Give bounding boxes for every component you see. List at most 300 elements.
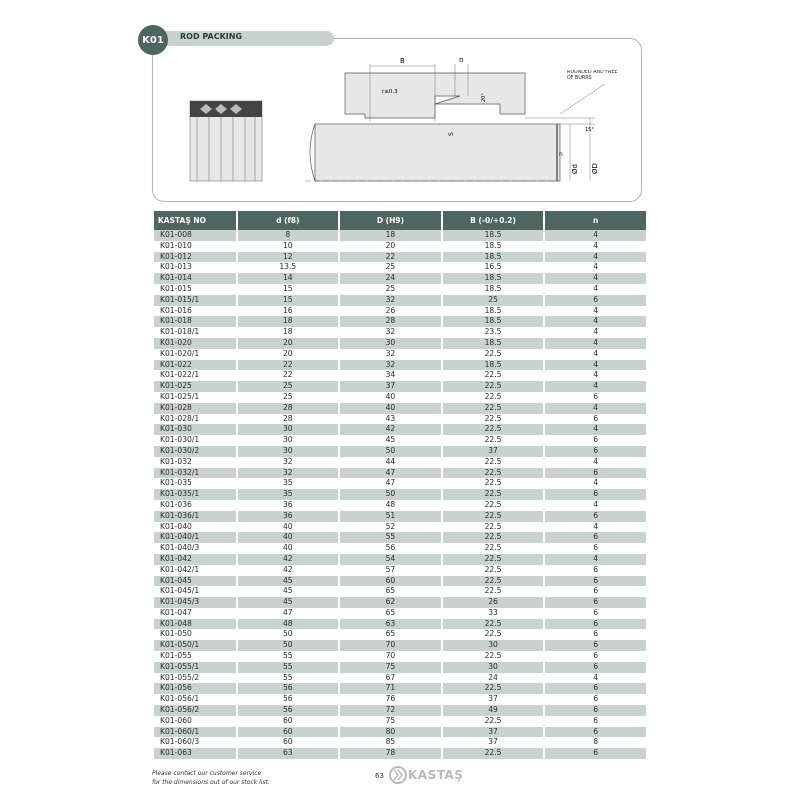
- cell-code: K01-040: [160, 521, 192, 531]
- cell-code: K01-008: [154, 230, 236, 241]
- cell-code: K01-050/1: [154, 640, 236, 651]
- col-header-d: d (f8): [238, 211, 339, 230]
- cell-n: 4: [545, 424, 646, 435]
- cell-D: 20: [385, 240, 396, 250]
- cell-d: 40: [282, 543, 293, 553]
- cell-d: 60: [238, 727, 339, 738]
- cell-D: 37: [340, 381, 441, 392]
- cell-n: 6: [593, 607, 599, 617]
- cell-d: 15: [238, 295, 339, 306]
- cell-B: 22.5: [484, 651, 502, 661]
- cell-n: 4: [593, 240, 599, 250]
- cell-D: 47: [340, 468, 441, 479]
- table-row: [154, 381, 646, 392]
- cell-d: 10: [282, 240, 293, 250]
- cell-B: 22.5: [484, 564, 502, 574]
- cell-d: 32: [238, 468, 339, 479]
- cell-code: K01-022: [154, 360, 236, 371]
- cell-code: K01-047: [160, 607, 192, 617]
- cell-n: 4: [593, 521, 599, 531]
- cell-B: 30: [443, 640, 544, 651]
- cell-d: 40: [238, 532, 339, 543]
- cell-d: 48: [238, 619, 339, 630]
- cell-n: 6: [545, 748, 646, 759]
- cell-n: 8: [593, 737, 599, 747]
- table-row: [154, 284, 646, 295]
- cell-B: 33: [488, 607, 498, 617]
- cell-D: 40: [385, 391, 396, 401]
- cell-D: 25: [385, 283, 396, 293]
- cell-code: K01-055/2: [160, 672, 200, 682]
- cell-n: 4: [593, 327, 599, 337]
- cell-D: 30: [340, 338, 441, 349]
- cell-code: K01-056/1: [160, 694, 200, 704]
- cell-code: K01-014: [154, 273, 236, 284]
- cell-n: 4: [545, 403, 646, 414]
- cell-d: 30: [282, 435, 293, 445]
- cell-B: 16.5: [484, 262, 502, 272]
- cell-d: 35: [238, 489, 339, 500]
- table-row: [154, 262, 646, 273]
- cell-B: 25: [443, 295, 544, 306]
- cell-n: 4: [593, 305, 599, 315]
- cell-d: 60: [282, 715, 293, 725]
- table-row: [154, 737, 646, 748]
- cell-D: 75: [385, 715, 396, 725]
- table-row: [154, 586, 646, 597]
- table-row: [154, 554, 646, 565]
- cell-B: 22.5: [484, 435, 502, 445]
- cell-d: 50: [238, 640, 339, 651]
- col-header-B: B (-0/+0.2): [443, 211, 544, 230]
- cell-code: K01-028/1: [160, 413, 200, 423]
- cell-d: 13.5: [279, 262, 297, 272]
- cell-n: 4: [593, 456, 599, 466]
- cell-n: 4: [593, 370, 599, 380]
- cell-d: 45: [238, 576, 339, 587]
- cell-D: 24: [340, 273, 441, 284]
- table-row: [154, 273, 646, 284]
- table-row: [154, 478, 646, 489]
- cell-code: K01-056: [154, 683, 236, 694]
- burr-note: ROUNDED AND FREE OF BURRS: [567, 70, 618, 81]
- cell-n: 6: [593, 651, 599, 661]
- cell-n: 6: [593, 629, 599, 639]
- cell-d: 28: [238, 403, 339, 414]
- footer-note-line1: Please contact our customer service: [152, 770, 262, 777]
- cell-B: 23.5: [484, 327, 502, 337]
- cell-D: 55: [340, 532, 441, 543]
- cell-D: 34: [385, 370, 396, 380]
- cell-D: 45: [385, 435, 396, 445]
- table-row: [154, 727, 646, 738]
- table-row: [154, 489, 646, 500]
- cell-D: 65: [385, 629, 396, 639]
- cell-n: 4: [545, 316, 646, 327]
- table-row: [154, 392, 646, 403]
- cell-code: K01-050: [160, 629, 192, 639]
- footer-note-line2: for the dimensions out of our stock list.: [152, 779, 270, 786]
- table-row: [154, 446, 646, 457]
- cell-n: 4: [593, 478, 599, 488]
- cell-n: 6: [545, 446, 646, 457]
- cell-d: 56: [238, 705, 339, 716]
- table-row: [154, 349, 646, 360]
- cell-d: 22: [238, 360, 339, 371]
- cell-d: 50: [282, 629, 293, 639]
- cell-B: 22.5: [484, 586, 502, 596]
- cell-D: 57: [385, 564, 396, 574]
- cell-code: K01-048: [154, 619, 236, 630]
- table-row: [154, 694, 646, 705]
- cell-D: 70: [340, 640, 441, 651]
- table-row: [154, 683, 646, 694]
- table-row: [154, 640, 646, 651]
- cell-d: 55: [238, 662, 339, 673]
- cell-n: 6: [545, 640, 646, 651]
- table-row: [154, 306, 646, 317]
- cell-D: 60: [340, 576, 441, 587]
- cell-code: K01-018: [154, 316, 236, 327]
- cell-code: K01-045/1: [160, 586, 200, 596]
- table-row: [154, 316, 646, 327]
- cell-d: 42: [282, 564, 293, 574]
- cell-d: 55: [282, 651, 293, 661]
- dim-n-bottom: n: [559, 151, 563, 158]
- cell-D: 25: [385, 262, 396, 272]
- cell-n: 4: [593, 283, 599, 293]
- cell-code: K01-013: [160, 262, 192, 272]
- cell-d: 40: [282, 521, 293, 531]
- cell-B: 22.5: [484, 478, 502, 488]
- cell-B: 37: [488, 694, 498, 704]
- cell-B: 22.5: [443, 511, 544, 522]
- cell-D: 78: [340, 748, 441, 759]
- cell-code: K01-030: [154, 424, 236, 435]
- cell-code: K01-025/1: [160, 391, 200, 401]
- cell-n: 6: [593, 413, 599, 423]
- table-row: [154, 576, 646, 587]
- cell-code: K01-015/1: [154, 295, 236, 306]
- cell-n: 6: [545, 705, 646, 716]
- cell-n: 4: [593, 499, 599, 509]
- cell-n: 4: [593, 348, 599, 358]
- cell-B: 22.5: [484, 521, 502, 531]
- cell-D: 70: [385, 651, 396, 661]
- cell-D: 72: [340, 705, 441, 716]
- cell-d: 47: [282, 607, 293, 617]
- table-row: [154, 543, 646, 554]
- cell-code: K01-060: [160, 715, 192, 725]
- cell-d: 35: [282, 478, 293, 488]
- cell-code: K01-010: [160, 240, 192, 250]
- cell-B: 18.5: [443, 230, 544, 241]
- cell-code: K01-025: [154, 381, 236, 392]
- table-row: [154, 651, 646, 662]
- cell-D: 22: [340, 252, 441, 263]
- table-row: [154, 597, 646, 608]
- cell-B: 22.5: [484, 348, 502, 358]
- cell-d: 32: [282, 456, 293, 466]
- packing-section-image: [190, 101, 262, 181]
- cell-n: 4: [545, 230, 646, 241]
- table-row: [154, 511, 646, 522]
- footer-note: [152, 769, 270, 787]
- cell-D: 63: [340, 619, 441, 630]
- table-row: [154, 673, 646, 684]
- cell-B: 26: [443, 597, 544, 608]
- cell-code: K01-036: [160, 499, 192, 509]
- dim-r: r≤0.3: [382, 89, 398, 95]
- cell-d: 12: [238, 252, 339, 263]
- cell-B: 22.5: [484, 499, 502, 509]
- cell-D: 65: [385, 586, 396, 596]
- cell-B: 22.5: [443, 619, 544, 630]
- col-header-D: D (H9): [340, 211, 441, 230]
- cell-B: 30: [443, 662, 544, 673]
- housing-groove: [305, 64, 605, 181]
- cell-B: 37: [488, 737, 498, 747]
- cell-D: 76: [385, 694, 396, 704]
- cell-d: 42: [238, 554, 339, 565]
- page-number: 63: [375, 772, 384, 780]
- cell-code: K01-022/1: [160, 370, 200, 380]
- cell-B: 22.5: [484, 715, 502, 725]
- cell-d: 63: [238, 748, 339, 759]
- cell-B: 18.5: [484, 305, 502, 315]
- cell-n: 6: [593, 715, 599, 725]
- cell-code: K01-015: [160, 283, 192, 293]
- product-code-badge: K01: [138, 25, 168, 55]
- cell-code: K01-055/1: [154, 662, 236, 673]
- cell-n: 6: [545, 468, 646, 479]
- cell-n: 4: [545, 360, 646, 371]
- cell-n: 6: [545, 683, 646, 694]
- cell-code: K01-035: [160, 478, 192, 488]
- cell-B: 22.5: [443, 532, 544, 543]
- dim-d: Ød: [571, 164, 579, 174]
- table-row: [154, 565, 646, 576]
- cell-D: 32: [385, 348, 396, 358]
- kastas-logo: [388, 765, 468, 785]
- logo-mark-icon: [388, 765, 408, 785]
- cell-code: K01-016: [160, 305, 192, 315]
- cell-D: 50: [340, 446, 441, 457]
- cell-code: K01-045/3: [154, 597, 236, 608]
- cell-D: 75: [340, 662, 441, 673]
- cell-B: 22.5: [443, 554, 544, 565]
- table-row: [154, 370, 646, 381]
- cell-n: 4: [545, 338, 646, 349]
- cell-B: 18.5: [443, 252, 544, 263]
- table-row: [154, 716, 646, 727]
- cell-D: 40: [340, 403, 441, 414]
- cell-d: 60: [282, 737, 293, 747]
- cell-D: 43: [385, 413, 396, 423]
- cell-D: 44: [385, 456, 396, 466]
- cell-B: 22.5: [484, 391, 502, 401]
- cell-n: 6: [545, 619, 646, 630]
- table-row: [154, 532, 646, 543]
- dim-n-top: n: [459, 56, 464, 64]
- table-row: [154, 705, 646, 716]
- cell-D: 62: [340, 597, 441, 608]
- col-header-code: KASTAŞ NO: [154, 211, 236, 230]
- cell-B: 18.5: [443, 360, 544, 371]
- dim-angle2: 15°: [585, 127, 594, 133]
- cell-B: 37: [443, 446, 544, 457]
- cell-d: 30: [238, 446, 339, 457]
- cell-code: K01-036/1: [154, 511, 236, 522]
- cell-B: 22.5: [443, 381, 544, 392]
- cell-code: K01-045: [154, 576, 236, 587]
- cell-d: 36: [282, 499, 293, 509]
- cell-d: 20: [238, 338, 339, 349]
- cell-D: 67: [385, 672, 396, 682]
- cell-B: 22.5: [443, 576, 544, 587]
- cell-D: 80: [340, 727, 441, 738]
- cell-B: 18.5: [484, 240, 502, 250]
- cell-d: 18: [282, 327, 293, 337]
- cell-D: 32: [340, 295, 441, 306]
- technical-drawing: [185, 56, 625, 191]
- cell-code: K01-028: [154, 403, 236, 414]
- section-title: ROD PACKING: [180, 32, 243, 41]
- table-header-row: [154, 211, 646, 230]
- table-row: [154, 629, 646, 640]
- table-row: [154, 500, 646, 511]
- cell-d: 14: [238, 273, 339, 284]
- cell-d: 15: [282, 283, 293, 293]
- cell-code: K01-030/2: [154, 446, 236, 457]
- cell-d: 8: [238, 230, 339, 241]
- cell-d: 36: [238, 511, 339, 522]
- cell-n: 4: [593, 262, 599, 272]
- table-row: [154, 241, 646, 252]
- table-row: [154, 457, 646, 468]
- cell-code: K01-040/3: [160, 543, 200, 553]
- cell-B: 22.5: [443, 748, 544, 759]
- table-row: [154, 252, 646, 263]
- cell-D: 32: [340, 360, 441, 371]
- logo-text: KASTAŞ: [408, 768, 464, 782]
- cell-n: 6: [545, 727, 646, 738]
- cell-n: 6: [545, 576, 646, 587]
- table-row: [154, 662, 646, 673]
- cell-D: 85: [385, 737, 396, 747]
- cell-B: 22.5: [484, 543, 502, 553]
- cell-n: 6: [593, 694, 599, 704]
- cell-B: 22.5: [443, 489, 544, 500]
- cell-n: 6: [545, 295, 646, 306]
- cell-d: 56: [282, 694, 293, 704]
- cell-D: 71: [340, 683, 441, 694]
- table-row: [154, 522, 646, 533]
- cell-n: 6: [545, 662, 646, 673]
- cell-code: K01-060/3: [160, 737, 200, 747]
- cell-code: K01-063: [154, 748, 236, 759]
- table-row: [154, 295, 646, 306]
- cell-B: 49: [443, 705, 544, 716]
- table-row: [154, 468, 646, 479]
- cell-B: 18.5: [443, 316, 544, 327]
- cell-n: 6: [545, 511, 646, 522]
- cell-d: 56: [238, 683, 339, 694]
- cell-code: K01-020: [154, 338, 236, 349]
- cell-d: 25: [282, 391, 293, 401]
- cell-d: 30: [238, 424, 339, 435]
- cell-D: 18: [340, 230, 441, 241]
- table-row: [154, 230, 646, 241]
- cell-D: 54: [340, 554, 441, 565]
- cell-d: 18: [238, 316, 339, 327]
- cell-B: 22.5: [484, 456, 502, 466]
- cell-B: 37: [443, 727, 544, 738]
- cell-code: K01-030/1: [160, 435, 200, 445]
- cell-d: 28: [282, 413, 293, 423]
- cell-B: 22.5: [443, 468, 544, 479]
- cell-D: 50: [340, 489, 441, 500]
- table-row: [154, 435, 646, 446]
- cell-B: 22.5: [443, 683, 544, 694]
- cell-D: 52: [385, 521, 396, 531]
- cell-d: 16: [282, 305, 293, 315]
- dimension-table: [152, 211, 648, 759]
- cell-d: 22: [282, 370, 293, 380]
- cell-code: K01-032/1: [154, 468, 236, 479]
- cell-B: 18.5: [443, 338, 544, 349]
- cell-code: K01-042: [154, 554, 236, 565]
- cell-B: 22.5: [443, 403, 544, 414]
- cell-D: 42: [340, 424, 441, 435]
- table-row: [154, 338, 646, 349]
- dim-B: B: [400, 57, 405, 65]
- section-title-bar: [160, 31, 334, 46]
- cell-code: K01-056/2: [154, 705, 236, 716]
- cell-n: 4: [545, 381, 646, 392]
- cell-d: 55: [282, 672, 293, 682]
- cell-B: 22.5: [484, 629, 502, 639]
- cell-D: 32: [385, 327, 396, 337]
- table-row: [154, 608, 646, 619]
- cell-D: 28: [340, 316, 441, 327]
- cell-B: 18.5: [443, 273, 544, 284]
- cell-B: 22.5: [443, 424, 544, 435]
- table-row: [154, 414, 646, 425]
- cell-n: 6: [593, 586, 599, 596]
- table-row: [154, 403, 646, 414]
- cell-D: 65: [385, 607, 396, 617]
- dim-D: ØD: [591, 163, 599, 174]
- table-row: [154, 360, 646, 371]
- cell-d: 25: [238, 381, 339, 392]
- cell-code: K01-060/1: [154, 727, 236, 738]
- table-body: [154, 230, 646, 759]
- cell-n: 6: [593, 435, 599, 445]
- cell-n: 4: [545, 554, 646, 565]
- cell-code: K01-012: [154, 252, 236, 263]
- cell-n: 6: [545, 597, 646, 608]
- cell-d: 20: [282, 348, 293, 358]
- cell-n: 4: [593, 672, 599, 682]
- cell-code: K01-018/1: [160, 327, 200, 337]
- cell-D: 47: [385, 478, 396, 488]
- cell-B: 22.5: [484, 370, 502, 380]
- cell-code: K01-032: [160, 456, 192, 466]
- table-row: [154, 619, 646, 630]
- cell-B: 18.5: [484, 283, 502, 293]
- cell-D: 48: [385, 499, 396, 509]
